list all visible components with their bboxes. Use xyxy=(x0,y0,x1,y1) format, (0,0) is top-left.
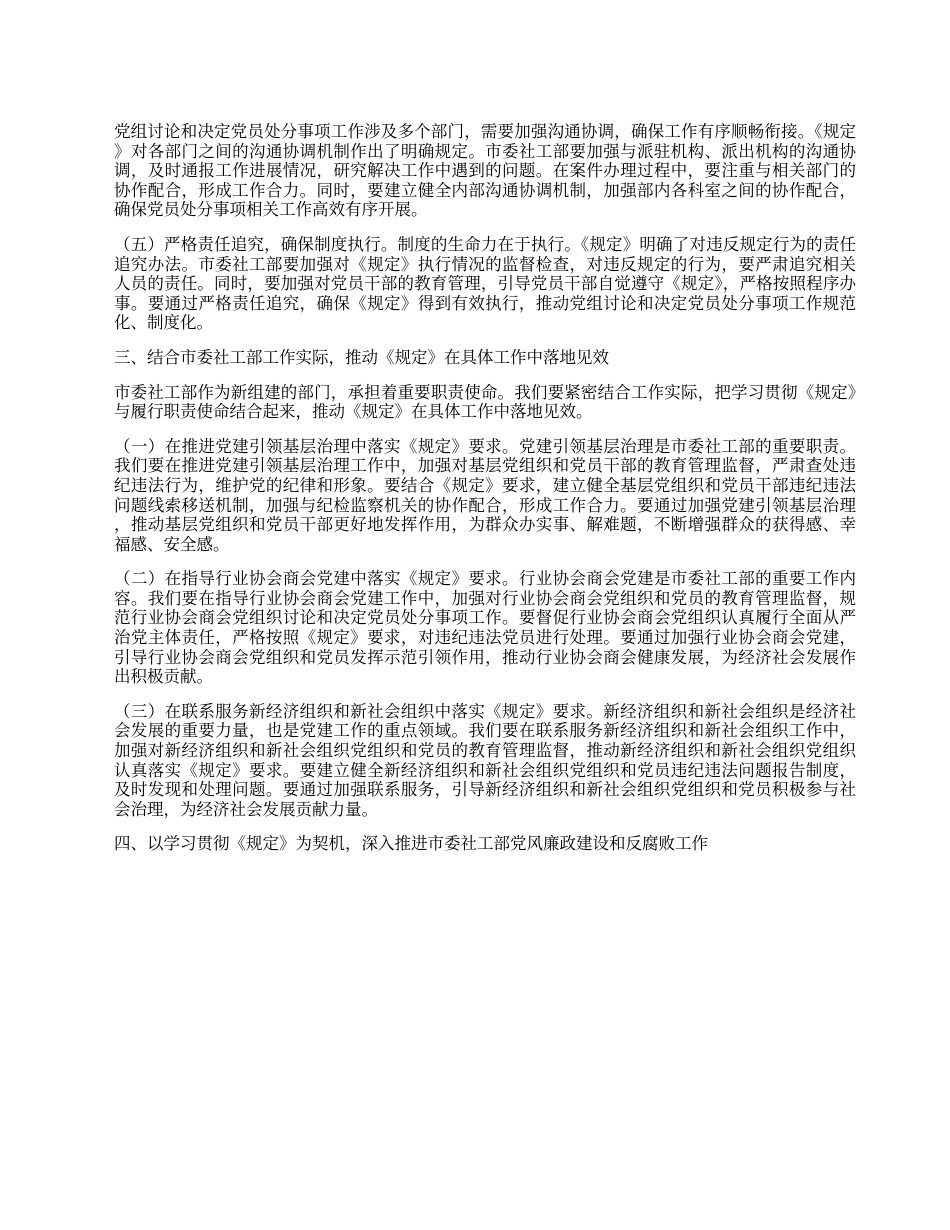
paragraph-section-three-intro: 市委社工部作为新组建的部门，承担着重要职责使命。我们要紧密结合工作实际，把学习贯彻《规定》与履行职责使命结合起来，推动《规定》在具体工作中落地见效。 xyxy=(114,382,856,422)
document-body xyxy=(114,122,856,869)
section-heading-three: 三、结合市委社工部工作实际，推动《规定》在具体工作中落地见效 xyxy=(114,347,609,367)
paragraph-responsibility-accountability: （五）严格责任追究，确保制度执行。制度的生命力在于执行。《规定》明确了对违反规定行为的责任追究办法。市委社工部要加强对《规定》执行情况的监督检查，对违反规定的行为，要严肃追究相关人员的责任。同时，要加强对党员干部的教育管理，引导党员干部自觉遵守《规定》，严格按照程序办事。要通过严格责任追究，确保《规定》得到有效执行，推动党组讨论和决定党员处分事项工作规范化、制度化。 xyxy=(114,234,856,333)
section-heading-four: 四、以学习贯彻《规定》为契机，深入推进市委社工部党风廉政建设和反腐败工作 xyxy=(114,834,708,854)
paragraph-new-organizations: （三）在联系服务新经济组织和新社会组织中落实《规定》要求。新经济组织和新社会组织是经济社会发展的重要力量，也是党建工作的重点领域。我们要在联系服务新经济组织和新社会组织工作中，加强对新经济组织和新社会组织党组织和党员的教育管理监督，推动新经济组织和新社会组织党组织认真落实《规定》要求。要建立健全新经济组织和新社会组织党组织和党员违纪违法问题报告制度，及时发现和处理问题。要通过加强联系服务，引导新经济组织和新社会组织党组织和党员积极参与社会治理，为经济社会发展贡献力量。 xyxy=(114,701,856,819)
paragraph-grassroots-governance: （一）在推进党建引领基层治理中落实《规定》要求。党建引领基层治理是市委社工部的重要职责。我们要在推进党建引领基层治理工作中，加强对基层党组织和党员干部的教育管理监督，严肃查处违纪违法行为，维护党的纪律和形象。要结合《规定》要求，建立健全基层党组织和党员干部违纪违法问题线索移送机制，加强与纪检监察机关的协作配合，形成工作合力。要通过加强党建引领基层治理，推动基层党组织和党员干部更好地发挥作用，为群众办实事、解难题，不断增强群众的获得感、幸福感、安全感。 xyxy=(114,436,856,554)
paragraph-communication-coordination: 党组讨论和决定党员处分事项工作涉及多个部门，需要加强沟通协调，确保工作有序顺畅衔接。《规定》对各部门之间的沟通协调机制作出了明确规定。市委社工部要加强与派驻机构、派出机构的沟通协调，及时通报工作进展情况，研究解决工作中遇到的问题。在案件办理过程中，要注重与相关部门的协作配合，形成工作合力。同时，要建立健全内部沟通协调机制，加强部内各科室之间的协作配合，确保党员处分事项相关工作高效有序开展。 xyxy=(114,122,856,220)
paragraph-industry-associations: （二）在指导行业协会商会党建中落实《规定》要求。行业协会商会党建是市委社工部的重要工作内容。我们要在指导行业协会商会党建工作中，加强对行业协会商会党组织和党员的教育管理监督，规范行业协会商会党组织讨论和决定党员处分事项工作。要督促行业协会商会党组织认真履行全面从严治党主体责任，严格按照《规定》要求，对违纪违法党员进行处理。要通过加强行业协会商会党建，引导行业协会商会党组织和党员发挥示范引领作用，推动行业协会商会健康发展，为经济社会发展作出积极贡献。 xyxy=(114,569,856,687)
